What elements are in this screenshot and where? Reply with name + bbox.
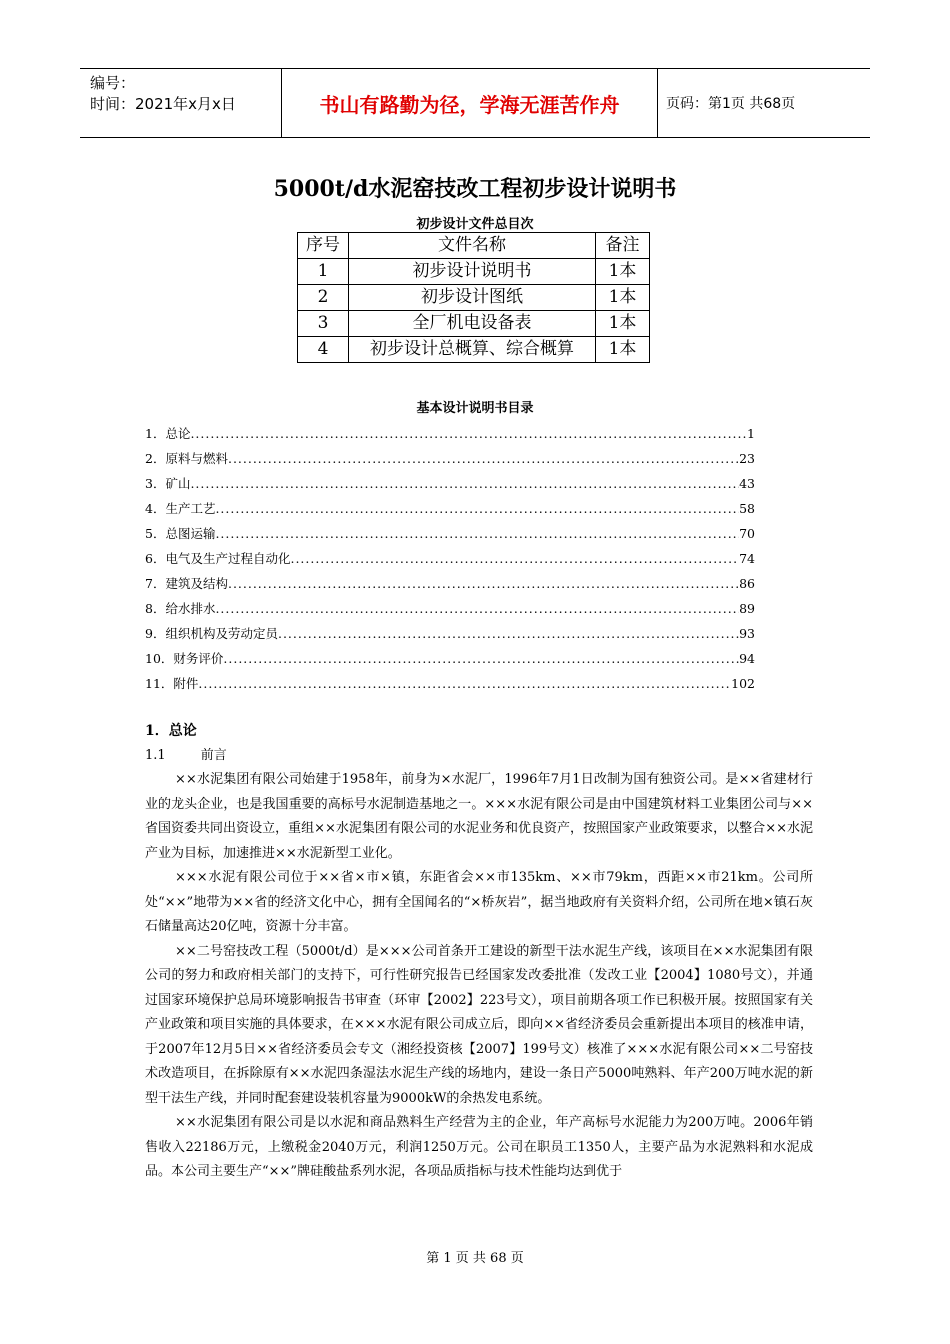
toc-page: 94 bbox=[739, 651, 755, 666]
toc-item[interactable] bbox=[145, 596, 755, 621]
paragraph: ×××水泥有限公司位于××省×市×镇，东距省会××市135km、××市79km，西距××市21km。公司所处“××”地带为××省的经济文化中心，拥有全国闻名的“×桥灰岩”，据当地政府有关资料介绍，公司所在地×镇石灰石储量高达20亿吨，资源十分丰富。 bbox=[145, 870, 813, 934]
table-cell: 初步设计说明书 bbox=[349, 259, 596, 285]
toc-label: 5．总图运输 bbox=[145, 526, 216, 541]
toc-label: 11．附件 bbox=[145, 676, 199, 691]
toc-leader bbox=[190, 421, 747, 446]
toc-label: 4．生产工艺 bbox=[145, 501, 216, 516]
toc-item[interactable] bbox=[145, 496, 755, 521]
toc-page: 70 bbox=[739, 526, 755, 541]
paragraph: ××水泥集团有限公司是以水泥和商品熟料生产经营为主的企业，年产高标号水泥能力为200万吨。2006年销售收入22186万元，上缴税金2040万元，利润1250万元。公司在职员工1350人，主要产品为水泥熟料和水泥成品。本公司主要生产“××”牌硅酸盐系列水泥，各项品质指标与技术性能均达到优于 bbox=[145, 1115, 813, 1179]
table-cell: 初步设计图纸 bbox=[349, 285, 596, 311]
subsection-heading bbox=[145, 744, 227, 763]
toc-item[interactable] bbox=[145, 571, 755, 596]
toc-label: 1．总论 bbox=[145, 426, 191, 441]
document-title: 5000t/d水泥窑技改工程初步设计说明书 bbox=[273, 176, 677, 202]
paragraph: ××水泥集团有限公司始建于1958年，前身为×水泥厂，1996年7月1日改制为国有独资公司。是××省建材行业的龙头企业，也是我国重要的高标号水泥制造基地之一。×××水泥有限公司是由中国建筑材料工业集团公司与××省国资委共同出资设立，重组××水泥集团有限公司的水泥业务和优良资产，按照国家产业政策要求，以整合××水泥产业为目标，加速推进××水泥新型工业化。 bbox=[145, 772, 813, 861]
table-cell: 4 bbox=[298, 337, 349, 363]
time-label: 时间：2021年x月x日 bbox=[90, 95, 236, 113]
toc-leader bbox=[228, 571, 739, 596]
number-label: 编号： bbox=[90, 74, 136, 92]
table-of-contents bbox=[145, 421, 755, 696]
table-cell: 全厂机电设备表 bbox=[349, 311, 596, 337]
toc-page: 58 bbox=[739, 501, 755, 516]
toc-item[interactable] bbox=[145, 421, 755, 446]
toc-page: 93 bbox=[739, 626, 755, 641]
toc-page: 23 bbox=[739, 451, 755, 466]
toc-label: 7．建筑及结构 bbox=[145, 576, 228, 591]
section-heading: 1．总论 bbox=[145, 723, 197, 739]
toc-item[interactable] bbox=[145, 471, 755, 496]
toc-leader bbox=[215, 496, 739, 521]
toc-page: 1 bbox=[747, 426, 755, 441]
header-page-info: 页码：第1页 共68页 bbox=[666, 96, 796, 112]
header-meta bbox=[80, 69, 282, 137]
toc-leader bbox=[198, 671, 731, 696]
toc-item[interactable] bbox=[145, 446, 755, 471]
toc-label: 8．给水排水 bbox=[145, 601, 216, 616]
table-row bbox=[298, 311, 650, 337]
toc-page: 86 bbox=[739, 576, 755, 591]
table-cell: 1本 bbox=[596, 285, 650, 311]
table-cell: 2 bbox=[298, 285, 349, 311]
toc-page: 89 bbox=[739, 601, 755, 616]
toc-item[interactable] bbox=[145, 671, 755, 696]
files-table bbox=[297, 232, 650, 363]
toc-title: 基本设计说明书目录 bbox=[416, 401, 534, 416]
toc-page: 102 bbox=[731, 676, 755, 691]
table-row bbox=[298, 337, 650, 363]
toc-item[interactable] bbox=[145, 646, 755, 671]
subsection-title: 前言 bbox=[200, 748, 227, 763]
section-body bbox=[145, 768, 813, 1185]
table-row bbox=[298, 285, 650, 311]
toc-leader bbox=[215, 521, 739, 546]
page-footer: 第 1 页 共 68 页 bbox=[426, 1251, 524, 1266]
table-cell: 1本 bbox=[596, 259, 650, 285]
toc-item[interactable] bbox=[145, 546, 755, 571]
table-row bbox=[298, 259, 650, 285]
toc-leader bbox=[215, 596, 739, 621]
toc-label: 2．原料与燃料 bbox=[145, 451, 228, 466]
toc-label: 10．财务评价 bbox=[145, 651, 224, 666]
subsection-number: 1.1 bbox=[145, 748, 166, 763]
paragraph: ××二号窑技改工程（5000t/d）是×××公司首条开工建设的新型干法水泥生产线，该项目在××水泥集团有限公司的努力和政府相关部门的支持下，可行性研究报告已经国家发改委批准（发改工业【2004】1080号文），并通过国家环境保护总局环境影响报告书审查（环审【2002】223号文），项目前期各项工作已积极开展。按照国家有关产业政策和项目实施的具体要求，在×××水泥有限公司成立后，即向××省经济委员会重新提出本项目的核准申请，于2007年12月5日××省经济委员会专文（湘经投资核【2007】199号文）核准了×××水泥有限公司××二号窑技术改造项目，在拆除原有××水泥四条湿法水泥生产线的场地内，建设一条日产5000吨熟料、年产200万吨水泥的新型干法生产线，并同时配套建设装机容量为9000kW的余热发电系统。 bbox=[145, 943, 813, 1106]
toc-label: 3．矿山 bbox=[145, 476, 191, 491]
toc-leader bbox=[278, 621, 739, 646]
toc-item[interactable] bbox=[145, 521, 755, 546]
toc-page: 43 bbox=[739, 476, 755, 491]
toc-leader bbox=[190, 471, 739, 496]
table-header-row bbox=[298, 233, 650, 259]
header-cell: 文件名称 bbox=[349, 233, 596, 259]
table-cell: 初步设计总概算、综合概算 bbox=[349, 337, 596, 363]
header-cell: 备注 bbox=[596, 233, 650, 259]
toc-leader bbox=[223, 646, 739, 671]
files-table-caption: 初步设计文件总目次 bbox=[416, 217, 534, 232]
page-header bbox=[80, 68, 870, 138]
toc-item[interactable] bbox=[145, 621, 755, 646]
toc-label: 9．组织机构及劳动定员 bbox=[145, 626, 278, 641]
header-cell: 序号 bbox=[298, 233, 349, 259]
toc-page: 74 bbox=[739, 551, 755, 566]
table-cell: 1 bbox=[298, 259, 349, 285]
toc-leader bbox=[290, 546, 739, 571]
table-cell: 1本 bbox=[596, 311, 650, 337]
header-motto: 书山有路勤为径，学海无涯苦作舟 bbox=[282, 69, 658, 137]
table-cell: 3 bbox=[298, 311, 349, 337]
table-cell: 1本 bbox=[596, 337, 650, 363]
toc-leader bbox=[228, 446, 739, 471]
toc-label: 6．电气及生产过程自动化 bbox=[145, 551, 291, 566]
